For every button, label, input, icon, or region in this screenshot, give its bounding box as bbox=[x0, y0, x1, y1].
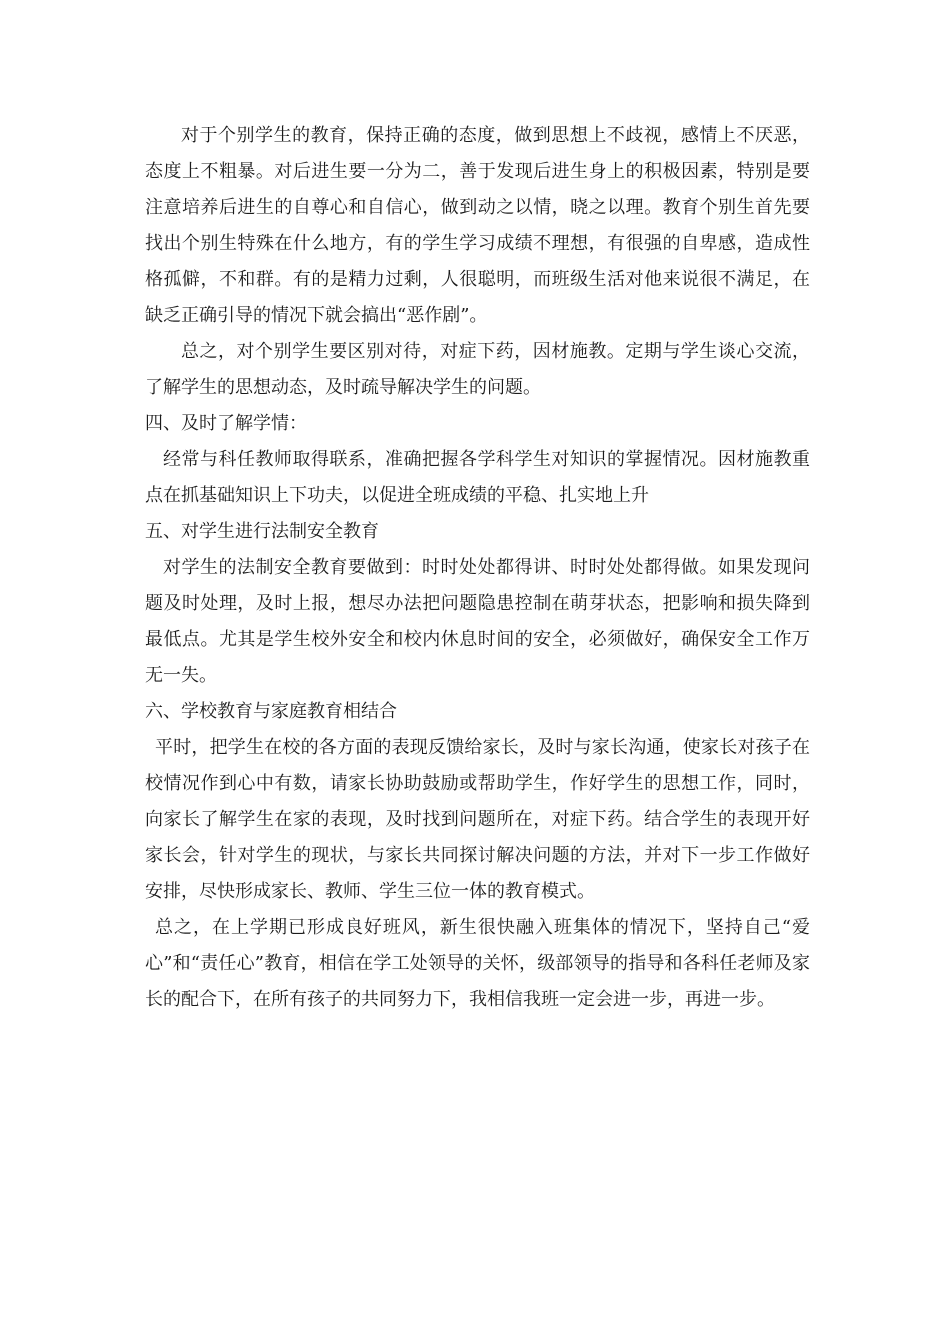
section-heading-4: 四、及时了解学情： bbox=[145, 413, 307, 434]
document-body bbox=[145, 118, 810, 1018]
section-heading-5: 五、对学生进行法制安全教育 bbox=[145, 521, 379, 542]
paragraph-learning-status: 经常与科任教师取得联系，准确把握各学科学生对知识的掌握情况。因材施教重点在抓基础知识上下功夫，以促进全班成绩的平稳、扎实地上升 bbox=[145, 449, 810, 506]
section-heading-6: 六、学校教育与家庭教育相结合 bbox=[145, 701, 397, 722]
paragraph-conclusion: 总之，在上学期已形成良好班风，新生很快融入班集体的情况下，坚持自己“爱心”和“责任心”教育，相信在学工处领导的关怀，级部领导的指导和各科任老师及家长的配合下，在所有孩子的共同努力下，我相信我班一定会进一步，再进一步。 bbox=[145, 917, 810, 1010]
paragraph-safety-education: 对学生的法制安全教育要做到：时时处处都得讲、时时处处都得做。如果发现问题及时处理，及时上报，想尽办法把问题隐患控制在萌芽状态，把影响和损失降到最低点。尤其是学生校外安全和校内休息时间的安全，必须做好，确保安全工作万无一失。 bbox=[145, 557, 810, 686]
paragraph-home-school: 平时，把学生在校的各方面的表现反馈给家长，及时与家长沟通，使家长对孩子在校情况作到心中有数，请家长协助鼓励或帮助学生，作好学生的思想工作，同时，向家长了解学生在家的表现，及时找到问题所在，对症下药。结合学生的表现开好家长会，针对学生的现状，与家长共同探讨解决问题的方法，并对下一步工作做好安排，尽快形成家长、教师、学生三位一体的教育模式。 bbox=[145, 737, 810, 902]
paragraph-summary-individual: 总之，对个别学生要区别对待，对症下药，因材施教。定期与学生谈心交流，了解学生的思想动态，及时疏导解决学生的问题。 bbox=[145, 341, 810, 398]
paragraph-individual-students: 对于个别学生的教育，保持正确的态度，做到思想上不歧视，感情上不厌恶，态度上不粗暴。对后进生要一分为二，善于发现后进生身上的积极因素，特别是要注意培养后进生的自尊心和自信心，做到动之以情，晓之以理。教育个别生首先要找出个别生特殊在什么地方，有的学生学习成绩不理想，有很强的自卑感，造成性格孤僻，不和群。有的是精力过剩，人很聪明，而班级生活对他来说很不满足，在缺乏正确引导的情况下就会搞出“恶作剧”。 bbox=[145, 125, 810, 326]
